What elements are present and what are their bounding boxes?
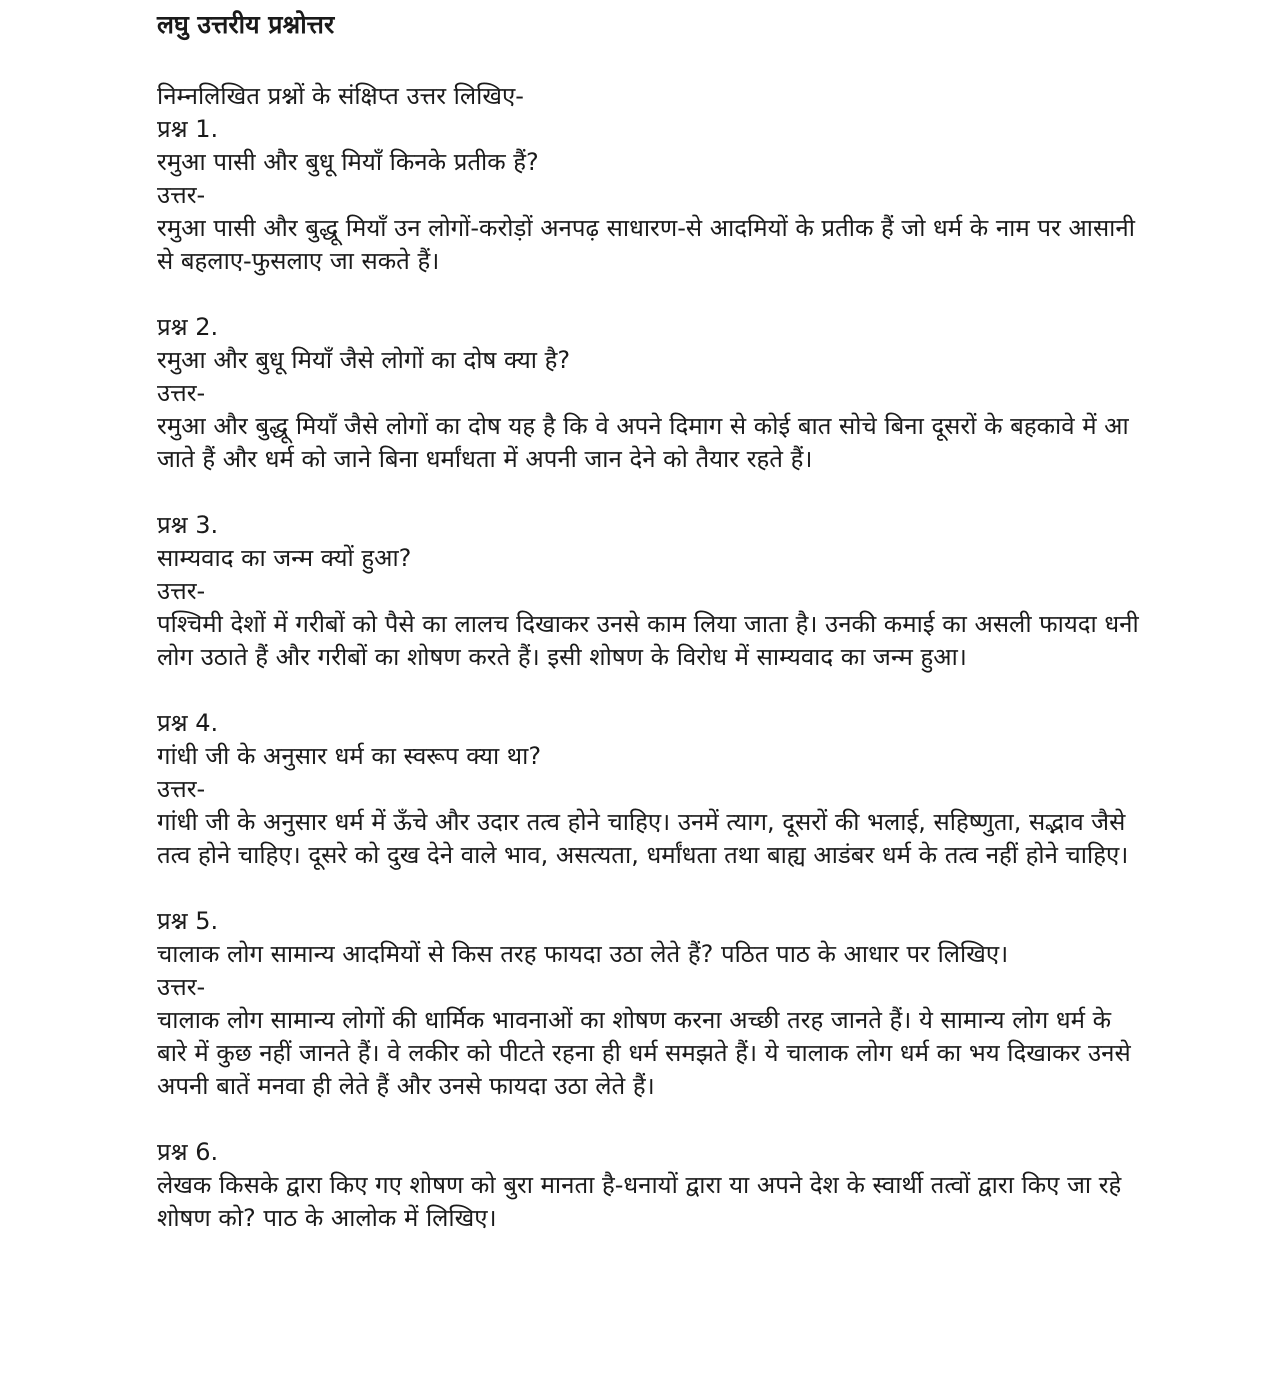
question-label: प्रश्न 2. [157, 313, 219, 341]
answer-label: उत्तर- [157, 181, 206, 209]
qa-block-2 [157, 311, 1142, 476]
answer-text: चालाक लोग सामान्य लोगों की धार्मिक भावनाओं का शोषण करना अच्छी तरह जानते हैं। ये सामान्य लोग धर्म के बारे में कुछ नहीं जानते हैं। वे लकीर को पीटते रहना ही धर्म समझते हैं। ये चालाक लोग धर्म का भय दिखाकर उनसे अपनी बातें मनवा ही लेते हैं और उनसे फायदा उठा लेते हैं। [157, 1006, 1131, 1100]
question-text: साम्यवाद का जन्म क्यों हुआ? [157, 544, 412, 572]
answer-label: उत्तर- [157, 379, 206, 407]
answer-text: रमुआ पासी और बुद्धू मियाँ उन लोगों-करोड़ों अनपढ़ साधारण-से आदमियों के प्रतीक हैं जो धर्म के नाम पर आसानी से बहलाए-फुसलाए जा सकते हैं। [157, 214, 1135, 275]
question-text: रमुआ और बुधू मियाँ जैसे लोगों का दोष क्या है? [157, 346, 571, 374]
question-label: प्रश्न 3. [157, 511, 219, 539]
document-page [157, 8, 1142, 1268]
question-text: लेखक किसके द्वारा किए गए शोषण को बुरा मानता है-धनायों द्वारा या अपने देश के स्वार्थी तत्वों द्वारा किए जा रहे शोषण को? पाठ के आलोक में लिखिए। [157, 1171, 1122, 1232]
question-text: रमुआ पासी और बुधू मियाँ किनके प्रतीक हैं? [157, 148, 539, 176]
question-text: गांधी जी के अनुसार धर्म का स्वरूप क्या था? [157, 742, 542, 770]
page-title: लघु उत्तरीय प्रश्नोत्तर [157, 10, 335, 39]
question-label: प्रश्न 6. [157, 1138, 219, 1166]
question-label: प्रश्न 4. [157, 709, 219, 737]
qa-block-1 [157, 113, 1142, 278]
qa-block-3 [157, 509, 1142, 674]
qa-block-5 [157, 905, 1142, 1103]
instruction-text: निम्नलिखित प्रश्नों के संक्षिप्त उत्तर लिखिए- [157, 82, 524, 110]
answer-label: उत्तर- [157, 577, 206, 605]
answer-text: पश्चिमी देशों में गरीबों को पैसे का लालच दिखाकर उनसे काम लिया जाता है। उनकी कमाई का असली फायदा धनी लोग उठाते हैं और गरीबों का शोषण करते हैं। इसी शोषण के विरोध में साम्यवाद का जन्म हुआ। [157, 610, 1139, 671]
question-text: चालाक लोग सामान्य आदमियों से किस तरह फायदा उठा लेते हैं? पठित पाठ के आधार पर लिखिए। [157, 940, 1009, 968]
qa-block-4 [157, 707, 1142, 872]
answer-label: उत्तर- [157, 775, 206, 803]
answer-text: रमुआ और बुद्धू मियाँ जैसे लोगों का दोष यह है कि वे अपने दिमाग से कोई बात सोचे बिना दूसरों के बहकावे में आ जाते हैं और धर्म को जाने बिना धर्मांधता में अपनी जान देने को तैयार रहते हैं। [157, 412, 1129, 473]
answer-label: उत्तर- [157, 973, 206, 1001]
qa-block-6 [157, 1136, 1142, 1235]
question-label: प्रश्न 1. [157, 115, 219, 143]
question-label: प्रश्न 5. [157, 907, 219, 935]
answer-text: गांधी जी के अनुसार धर्म में ऊँचे और उदार तत्व होने चाहिए। उनमें त्याग, दूसरों की भलाई, सहिष्णुता, सद्भाव जैसे तत्व होने चाहिए। दूसरे को दुख देने वाले भाव, असत्यता, धर्मांधता तथा बाह्य आडंबर धर्म के तत्व नहीं होने चाहिए। [157, 808, 1129, 869]
